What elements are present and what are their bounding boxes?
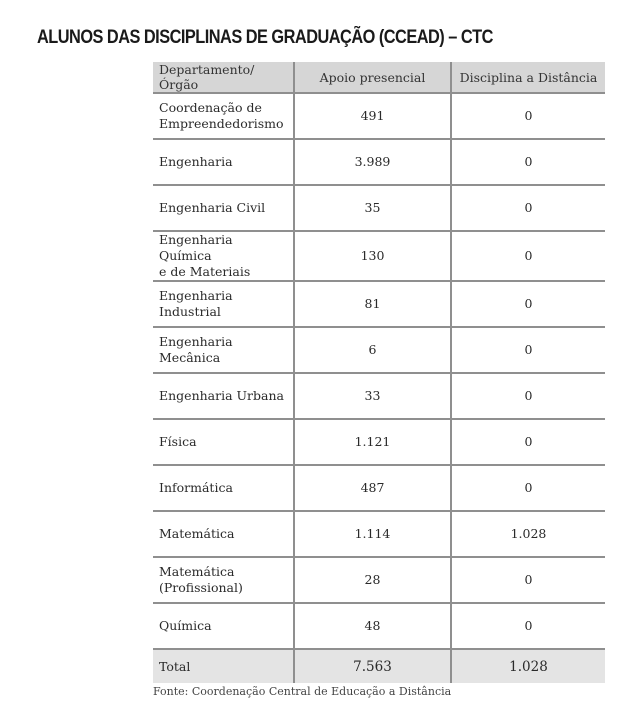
header-disciplina-distancia: Disciplina a Distância — [451, 62, 605, 93]
table-total-row — [153, 649, 605, 683]
department-name-line: Engenharia Urbana — [159, 388, 284, 403]
disciplina-distancia-cell: 0 — [451, 139, 605, 185]
table-row — [153, 419, 605, 465]
department-cell — [153, 327, 294, 373]
apoio-presencial-cell: 48 — [294, 603, 451, 649]
department-cell — [153, 557, 294, 603]
apoio-presencial-cell: 35 — [294, 185, 451, 231]
department-name-line: Coordenação de — [159, 100, 262, 115]
department-cell — [153, 465, 294, 511]
department-name-line: (Profissional) — [159, 580, 243, 595]
table-row — [153, 231, 605, 281]
department-name-line: Engenharia Mecânica — [159, 334, 233, 365]
table-row — [153, 93, 605, 139]
department-cell — [153, 373, 294, 419]
department-cell — [153, 281, 294, 327]
apoio-presencial-cell: 1.121 — [294, 419, 451, 465]
apoio-presencial-cell: 6 — [294, 327, 451, 373]
students-table — [153, 62, 605, 683]
table-row — [153, 139, 605, 185]
department-name-line: Química — [159, 618, 212, 633]
table-row — [153, 281, 605, 327]
disciplina-distancia-cell: 0 — [451, 231, 605, 281]
department-name-line: Matemática — [159, 526, 235, 541]
department-cell — [153, 139, 294, 185]
department-name-line: Matemática — [159, 564, 235, 579]
department-cell — [153, 511, 294, 557]
department-cell — [153, 185, 294, 231]
disciplina-distancia-cell: 0 — [451, 185, 605, 231]
department-cell — [153, 231, 294, 281]
disciplina-distancia-cell: 0 — [451, 93, 605, 139]
table-row — [153, 603, 605, 649]
apoio-presencial-cell: 487 — [294, 465, 451, 511]
department-name-line: Informática — [159, 480, 233, 495]
table-row — [153, 373, 605, 419]
table-row — [153, 465, 605, 511]
department-name-line: Engenharia — [159, 154, 233, 169]
disciplina-distancia-cell: 0 — [451, 465, 605, 511]
apoio-presencial-cell: 81 — [294, 281, 451, 327]
apoio-presencial-cell: 1.114 — [294, 511, 451, 557]
apoio-presencial-cell: 28 — [294, 557, 451, 603]
disciplina-distancia-cell: 0 — [451, 419, 605, 465]
header-apoio-presencial: Apoio presencial — [294, 62, 451, 93]
page-title: ALUNOS DAS DISCIPLINAS DE GRADUAÇÃO (CCEAD) – CTC — [37, 27, 493, 48]
disciplina-distancia-cell: 0 — [451, 603, 605, 649]
table-header-row — [153, 62, 605, 93]
table-row — [153, 511, 605, 557]
department-name-line: Engenharia Química — [159, 232, 233, 263]
total-label: Total — [153, 649, 294, 683]
department-cell — [153, 603, 294, 649]
table-row — [153, 557, 605, 603]
source-note: Fonte: Coordenação Central de Educação a Distância — [153, 685, 452, 698]
department-cell — [153, 93, 294, 139]
total-apoio-presencial: 7.563 — [294, 649, 451, 683]
department-name-line: Engenharia Industrial — [159, 288, 233, 319]
department-cell — [153, 419, 294, 465]
table-row — [153, 185, 605, 231]
total-disciplina-distancia: 1.028 — [451, 649, 605, 683]
disciplina-distancia-cell: 0 — [451, 327, 605, 373]
apoio-presencial-cell: 130 — [294, 231, 451, 281]
apoio-presencial-cell: 33 — [294, 373, 451, 419]
department-name-line: Empreendedorismo — [159, 116, 284, 131]
apoio-presencial-cell: 3.989 — [294, 139, 451, 185]
department-name-line: e de Materiais — [159, 264, 251, 279]
disciplina-distancia-cell: 0 — [451, 281, 605, 327]
department-name-line: Física — [159, 434, 197, 449]
disciplina-distancia-cell: 0 — [451, 373, 605, 419]
disciplina-distancia-cell: 1.028 — [451, 511, 605, 557]
disciplina-distancia-cell: 0 — [451, 557, 605, 603]
department-name-line: Engenharia Civil — [159, 200, 266, 215]
table-row — [153, 327, 605, 373]
header-department: Departamento/Órgão — [153, 62, 294, 93]
apoio-presencial-cell: 491 — [294, 93, 451, 139]
